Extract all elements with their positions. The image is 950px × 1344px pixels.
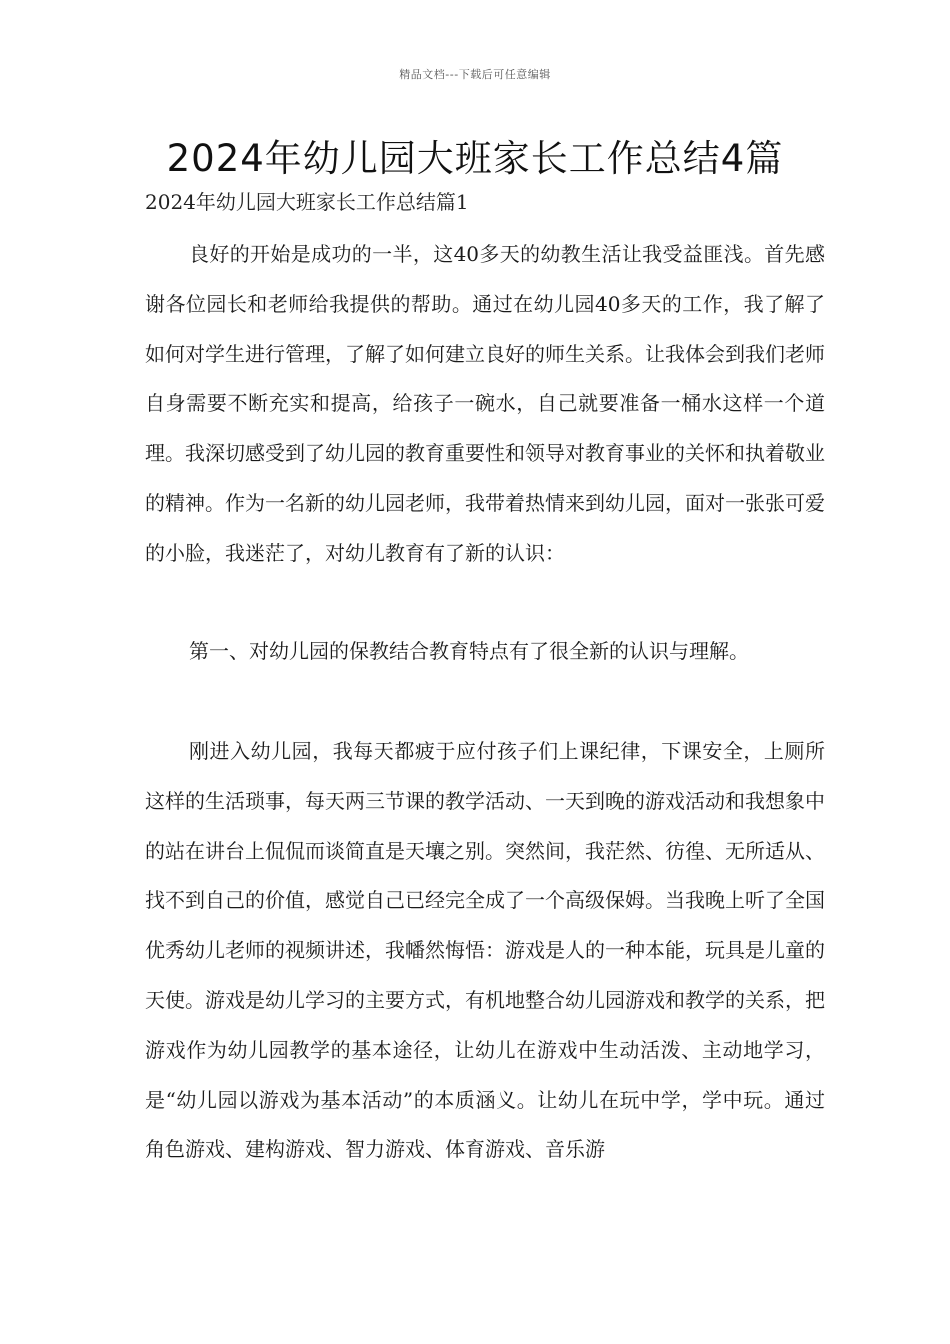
document-title: 2024年幼儿园大班家长工作总结4篇: [166, 137, 784, 180]
section-subtitle: 2024年幼儿园大班家长工作总结篇1: [145, 190, 469, 214]
header-note: 精品文档---下载后可任意编辑: [399, 68, 551, 81]
paragraph-point-one: 第一、对幼儿园的保教结合教育特点有了很全新的认识与理解。: [189, 639, 749, 663]
paragraph-body: 刚进入幼儿园，我每天都疲于应付孩子们上课纪律，下课安全，上厕所这样的生活琐事，每天两三节课的教学活动、一天到晚的游戏活动和我想象中的站在讲台上侃侃而谈简直是天壤之别。突然间，我茫然、彷徨、无所适从、找不到自己的价值，感觉自己已经完全成了一个高级保姆。当我晚上听了全国优秀幼儿老师的视频讲述，我幡然悔悟：游戏是人的一种本能，玩具是儿童的天使。游戏是幼儿学习的主要方式，有机地整合幼儿园游戏和教学的关系，把游戏作为幼儿园教学的基本途径，让幼儿在游戏中生动活泼、主动地学习，是“幼儿园以游戏为基本活动”的本质涵义。让幼儿在玩中学，学中玩。通过角色游戏、建构游戏、智力游戏、体育游戏、音乐游: [145, 739, 825, 1162]
paragraph-intro: 良好的开始是成功的一半，这40多天的幼教生活让我受益匪浅。首先感谢各位园长和老师给我提供的帮助。通过在幼儿园40多天的工作，我了解了如何对学生进行管理，了解了如何建立良好的师生关系。让我体会到我们老师自身需要不断充实和提高，给孩子一碗水，自己就要准备一桶水这样一个道理。我深切感受到了幼儿园的教育重要性和领导对教育事业的关怀和执着敬业的精神。作为一名新的幼儿园老师，我带着热情来到幼儿园，面对一张张可爱的小脸，我迷茫了，对幼儿教育有了新的认识：: [145, 242, 825, 565]
